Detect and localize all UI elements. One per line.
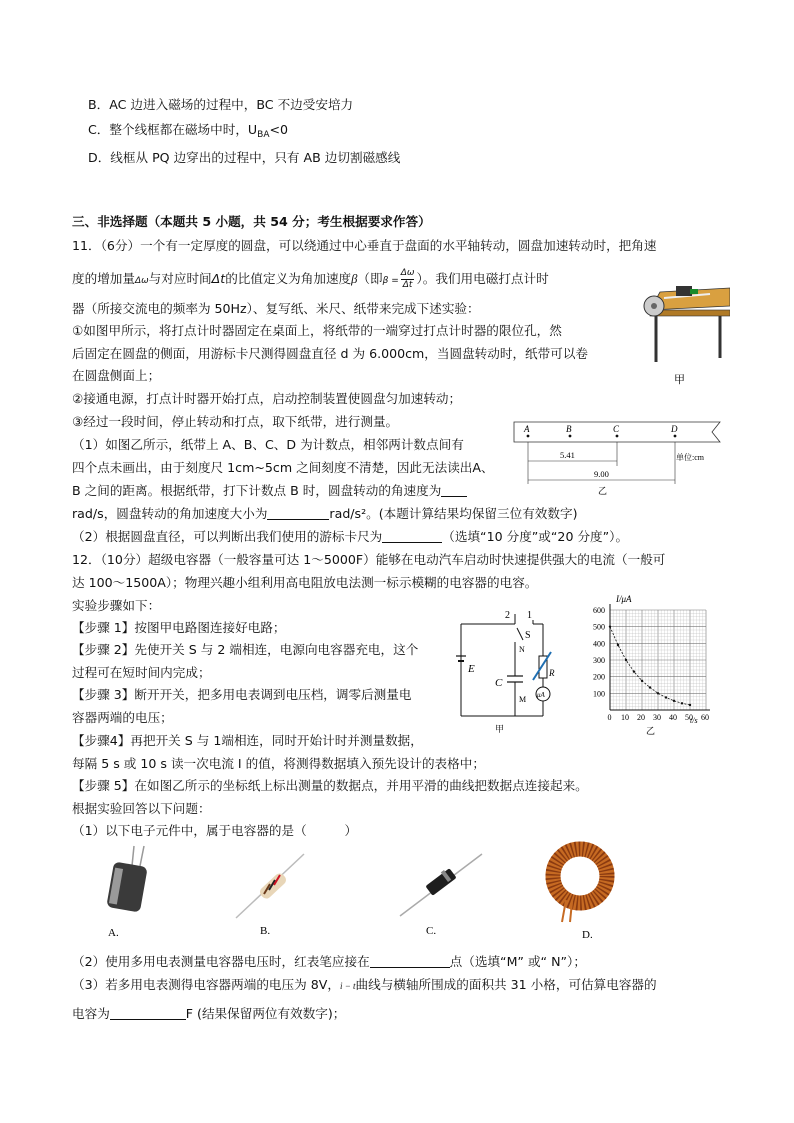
data-point <box>609 625 611 627</box>
label-meter: μA <box>537 691 545 699</box>
y-tick-label: 200 <box>593 672 605 682</box>
x-tick-label: 40 <box>669 713 677 722</box>
label-r: R <box>549 668 555 678</box>
timer-apparatus-figure <box>640 270 730 388</box>
circuit-fig-label: 甲 <box>495 724 505 734</box>
data-point <box>657 692 659 694</box>
q11-line-1: 11．（6分）一个有一定厚度的圆盘，可以绕通过中心垂直于盘面的水平轴转动，圆盘加速转动时，把角速 <box>72 238 657 253</box>
q12-question-3 <box>72 976 657 995</box>
option-c-post: <0 <box>269 122 289 137</box>
data-point <box>673 700 675 702</box>
choice-b[interactable]: B. <box>260 925 271 937</box>
tape-figure <box>508 418 726 498</box>
q11-line-8: ③经过一段时间，停止转动和打点，取下纸带，进行测量。 <box>72 414 399 429</box>
q12-step-3: 【步骤 3】断开开关，把多用电表调到电压档，调零后测量电 <box>72 687 412 702</box>
q11-line-9: （1）如图乙所示，纸带上 A、B、C、D 为计数点，相邻两计数点间有 <box>72 437 464 452</box>
it-curve-label: i − t <box>339 981 356 991</box>
q12-line-2: 达 100～1500A）；物理兴趣小组利用高电阻放电法测一标示模糊的电容器的电容。 <box>72 575 538 590</box>
q11-text-2d: （即 <box>357 271 383 286</box>
q12-step-3b: 容器两端的电压； <box>72 710 173 725</box>
q11-text-2b: 与对应时间 <box>148 271 212 286</box>
q11-line-5: 后固定在圆盘的侧面，用游标卡尺测得圆盘直径 d 为 6.000cm，当圆盘转动时，纸带可以卷 <box>72 346 589 361</box>
q12-question-2 <box>72 953 586 971</box>
data-point <box>689 704 691 706</box>
q11-text-12b: rad/s²。(本题计算结果均保留三位有效数字) <box>329 506 578 521</box>
x-tick-label: 20 <box>637 713 645 722</box>
choice-d[interactable]: D. <box>582 929 593 941</box>
cap-lead-2 <box>140 846 144 866</box>
option-c-text: C．整个线框都在磁场中时，U <box>88 122 258 137</box>
tape-dot-c <box>616 435 619 438</box>
fraction-num: Δω <box>400 268 415 278</box>
tape-label-c: C <box>613 424 620 434</box>
tape-d2: 9.00 <box>594 469 609 479</box>
q11-text-2a: 度的增加量 <box>72 271 135 286</box>
label-n: N <box>519 645 525 654</box>
chart-ylabel: I/μA <box>616 594 632 604</box>
x-tick-label: 30 <box>653 713 661 722</box>
tape-dot-b <box>569 435 572 438</box>
q12-step-4b: 每隔 5 s 或 10 s 读一次电流 I 的值，将测得数据填入预先设计的表格中； <box>72 756 485 771</box>
data-point <box>625 659 627 661</box>
q11-text-2c: 的比值定义为角加速度 <box>225 271 352 286</box>
blank-probe[interactable] <box>370 955 450 968</box>
q12-step-1: 【步骤 1】按图甲电路图连接好电路； <box>72 620 286 635</box>
fig-jia-label: 甲 <box>674 374 685 386</box>
label-s: S <box>525 630 531 641</box>
q12-step-2: 【步骤 2】先使开关 S 与 2 端相连，电源向电容器充电，这个 <box>72 642 419 657</box>
blank-capacitance[interactable] <box>110 1007 186 1020</box>
q11-line-12 <box>72 505 578 523</box>
tape-unit: 单位:cm <box>676 453 704 462</box>
blank-omega[interactable] <box>441 484 467 497</box>
label-e: E <box>468 663 475 675</box>
label-1: 1 <box>527 610 532 621</box>
q11-line-13 <box>72 528 628 546</box>
tape-dot-a <box>527 435 530 438</box>
label-m: M <box>519 695 527 704</box>
fraction <box>401 268 415 291</box>
circuit-figure <box>455 606 555 736</box>
option-b: B．AC 边进入磁场的过程中，BC 不边受安培力 <box>88 97 354 112</box>
x-tick-label: 50 <box>685 713 693 722</box>
sym-delta-omega: Δω <box>134 276 149 286</box>
chart-xlabel: t/s <box>690 716 698 725</box>
switch-blade <box>517 628 523 640</box>
q12-text-16a: 电容为 <box>72 1006 110 1021</box>
y-tick-label: 500 <box>593 622 605 632</box>
fraction-den: Δt <box>402 280 413 290</box>
tape-label-a: A <box>524 424 530 434</box>
choice-a[interactable]: A. <box>108 927 119 939</box>
chart-grid <box>610 610 706 710</box>
q12-line-12: 根据实验回答以下问题： <box>72 801 211 816</box>
component-d-inductor <box>540 836 620 942</box>
blank-beta[interactable] <box>267 507 329 520</box>
q11-text-11: B 之间的距离。根据纸带，打下计数点 B 时，圆盘转动的角速度为 <box>72 483 442 498</box>
data-point <box>649 686 651 688</box>
q11-text-12a: rad/s，圆盘转动的角加速度大小为 <box>72 506 268 521</box>
q11-text-2e: ）。我们用电磁打点计时 <box>416 271 549 286</box>
option-d: D．线框从 PQ 边穿出的过程中，只有 AB 边切割磁感线 <box>88 150 401 165</box>
y-tick-label: 100 <box>593 689 605 699</box>
q12-text-16b: F (结果保留两位有效数字)； <box>185 1006 346 1021</box>
section-heading: 三、非选择题（本题共 5 小题，共 54 分；考生根据要求作答） <box>72 214 431 229</box>
y-tick-label: 400 <box>593 639 605 649</box>
option-c-sub: BA <box>257 130 270 140</box>
data-point <box>681 702 683 704</box>
data-point <box>633 670 635 672</box>
data-point <box>641 680 643 682</box>
option-c <box>88 121 288 144</box>
q12-line-3: 实验步骤如下： <box>72 598 161 613</box>
q11-text-13a: （2）根据圆盘直径，可以判断出我们使用的游标卡尺为 <box>72 529 383 544</box>
q11-line-10: 四个点未画出，由于刻度尺 1cm~5cm 之间刻度不清楚，因此无法读出A、 <box>72 460 494 475</box>
chart-fig-label: 乙 <box>646 726 656 736</box>
cap-lead-1 <box>132 846 134 866</box>
component-c-diode <box>396 850 486 940</box>
q12-text-14a: （2）使用多用电表测量电容器电压时，红表笔应接在 <box>72 954 370 969</box>
q11-text-13b: （选填“10 分度”或“20 分度”）。 <box>442 529 629 544</box>
component-a-capacitor <box>100 842 160 940</box>
q12-step-4: 【步骤4】再把开关 S 与 1端相连，同时开始计时并测量数据， <box>72 733 423 748</box>
tape-d1: 5.41 <box>560 450 575 460</box>
beta-eq: β = <box>382 276 399 286</box>
x-tick-label: 0 <box>607 713 612 722</box>
sym-beta: β <box>351 272 358 286</box>
current-time-chart <box>580 592 710 737</box>
choice-c[interactable]: C. <box>426 925 437 937</box>
q11-line-4: ①如图甲所示，将打点计时器固定在桌面上，将纸带的一端穿过打点计时器的限位孔，然 <box>72 323 562 338</box>
q12-step-2b: 过程可在短时间内完成； <box>72 665 211 680</box>
tape-label-b: B <box>566 424 572 434</box>
tape-label-d: D <box>671 424 678 434</box>
q12-question-3b <box>72 1005 345 1023</box>
q12-text-15a: （3）若多用电表测得电容器两端的电压为 8V， <box>72 977 340 992</box>
q11-line-3: 器（所接交流电的频率为 50Hz）、复写纸、米尺、纸带来完成下述实验： <box>72 301 480 316</box>
q12-text-14b: 点（选填“M” 或“ N”）； <box>449 954 586 969</box>
disc-axle <box>651 303 657 309</box>
blank-caliper[interactable] <box>382 530 442 543</box>
q11-line-11 <box>72 482 467 500</box>
q11-line-7: ②接通电源，打点计时器开始打点，启动控制装置使圆盘匀加速转动； <box>72 391 462 406</box>
timer-part <box>690 289 698 294</box>
data-point <box>665 696 667 698</box>
label-c: C <box>495 677 503 689</box>
y-tick-label: 600 <box>593 606 605 615</box>
chart-points <box>609 625 691 706</box>
q11-line-6: 在圆盘侧面上； <box>72 368 161 383</box>
sym-delta-t: Δt <box>211 271 226 286</box>
component-b-resistor <box>230 850 310 940</box>
label-2: 2 <box>505 610 510 621</box>
y-tick-label: 300 <box>593 656 605 665</box>
data-point <box>617 644 619 646</box>
q12-text-15b: 曲线与横轴所围成的面积共 31 小格，可估算电容器的 <box>355 977 657 992</box>
q12-question-1: （1）以下电子元件中，属于电容器的是（ ） <box>72 823 358 838</box>
res-body <box>258 871 288 900</box>
tape-dot-d <box>674 435 677 438</box>
timer-body <box>676 286 692 296</box>
q11-line-2 <box>72 268 549 291</box>
x-tick-label: 60 <box>701 713 709 722</box>
q12-step-5: 【步骤 5】在如图乙所示的坐标纸上标出测量的数据点，并用平滑的曲线把数据点连接起来。 <box>72 778 588 793</box>
q12-line-1: 12．（10分）超级电容器（一般容量可达 1～5000F）能够在电动汽车启动时快速提供强大的电流（一般可 <box>72 552 666 567</box>
x-tick-label: 10 <box>621 713 629 722</box>
tape-fig-label: 乙 <box>598 486 608 496</box>
